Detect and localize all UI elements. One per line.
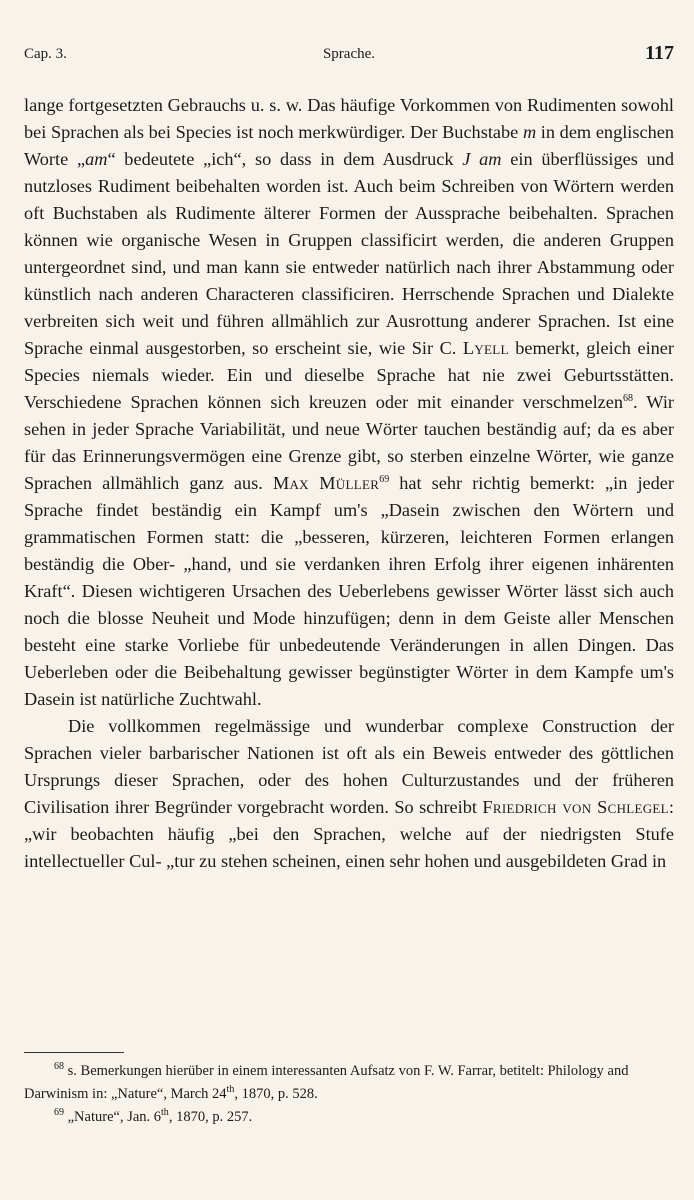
text-run: , 1870, p. 257. (168, 1109, 253, 1125)
footnote-number: 68 (54, 1061, 64, 1073)
text-run: s. Bemerkungen hierüber in einem interessanten Aufsatz von F. W. Farrar, betitelt: Philology and Darwinism in: „Nature“, March 24 (24, 1063, 629, 1102)
author-name: Lyell (462, 338, 509, 358)
text-run: lange fortgesetzten Gebrauchs u. s. w. Das häufige Vorkommen von Rudimenten sowohl bei Sprachen als bei Species ist noch merkwürdiger. Der Buchstabe (24, 95, 674, 142)
paragraph-2 (24, 713, 674, 875)
main-text (24, 92, 674, 875)
ordinal-suffix: th (226, 1084, 235, 1096)
chapter-label: Cap. 3. (24, 46, 67, 62)
footnote-number: 69 (54, 1107, 64, 1119)
italic-word: J am (462, 149, 502, 169)
running-title: Sprache. (322, 46, 376, 62)
footnote-divider (24, 1052, 124, 1053)
text-run: : „wir beobachten häufig „bei den Sprachen, welche auf der niedrigsten Stufe intellectueller Cul- „tur zu stehen scheinen, einen sehr hohen und ausgebildeten Grad in (24, 797, 674, 871)
author-name: Friedrich von Schlegel (482, 797, 669, 817)
running-header (24, 42, 674, 72)
page-number: 117 (645, 42, 674, 64)
text-run: , 1870, p. 528. (234, 1086, 318, 1102)
ordinal-suffix: th (161, 1107, 169, 1119)
italic-word: m (522, 122, 537, 142)
italic-word: am (85, 149, 108, 169)
text-run: bemerkt, gleich einer Species niemals wieder. Ein und dieselbe Sprache hat nie zwei Geburtsstätten. Verschiedene Sprachen können sich kreuzen oder mit einander verschmelzen (24, 338, 674, 412)
footnote-68 (24, 1060, 674, 1106)
text-run: . Wir sehen in jeder Sprache Variabilität, und neue Wörter tauchen beständig auf; da es aber für das Erinnerungsvermögen eine Grenze gibt, so sterben einzelne Wörter, wie ganze Sprachen allmählich ganz aus. (24, 392, 674, 493)
footnote-ref-68[interactable]: 68 (623, 392, 634, 404)
text-run: “ bedeutete „ich“, so dass in dem Ausdruck (107, 149, 463, 169)
footnote-69 (24, 1106, 674, 1129)
paragraph-1 (24, 92, 674, 713)
text-run: Die vollkommen regelmässige und wunderbar complexe Construction der Sprachen vieler barbarischer Nationen ist oft als ein Beweis entweder des göttlichen Ursprungs dieser Sprachen, oder des hohen Culturzustandes und der früheren Civilisation ihrer Begründer vorgebracht worden. So schreibt (24, 716, 674, 817)
text-run: hat sehr richtig bemerkt: „in jeder Sprache findet beständig ein Kampf um's „Dasein zwischen den Wörtern und grammatischen Formen statt: die „besseren, kürzeren, leichteren Formen erlangen beständig die Ober- „hand, und sie verdanken ihren Erfolg ihrer eigenen inhärenten Kraft“. Diesen wichtigeren Ursachen des Ueberlebens gewisser Wörter lässt sich auch noch die blosse Neuheit und Mode hinzufügen; denn in dem Geiste aller Menschen besteht eine starke Vorliebe für unbedeutende Veränderungen in allen Dingen. Das Ueberleben oder die Beibehaltung gewisser begünstigter Wörter in dem Kampfe um's Dasein ist natürliche Zuchtwahl. (24, 473, 674, 709)
footnotes (24, 1060, 674, 1129)
text-run: in dem englischen Worte „ (24, 122, 674, 169)
text-run: „Nature“, Jan. 6 (64, 1109, 162, 1125)
text-run: ein überflüssiges und nutzloses Rudiment beibehalten worden ist. Auch beim Schreiben von Wörtern werden oft Buchstaben als Rudimente älterer Formen der Aussprache beibehalten. Sprachen können wie organische Wesen in Gruppen classificirt werden, die anderen Gruppen untergeordnet sind, und man kann sie entweder natürlich nach ihrer Abstammung oder künstlich nach anderen Characteren classificiren. Herrschende Sprachen und Dialekte verbreiten sich weit und führen allmählich zur Ausrottung anderer Sprachen. Ist eine Sprache einmal ausgestorben, so erscheint sie, wie Sir C. (24, 149, 674, 358)
author-name: Max Müller (272, 473, 380, 493)
footnote-ref-69[interactable]: 69 (379, 473, 390, 485)
